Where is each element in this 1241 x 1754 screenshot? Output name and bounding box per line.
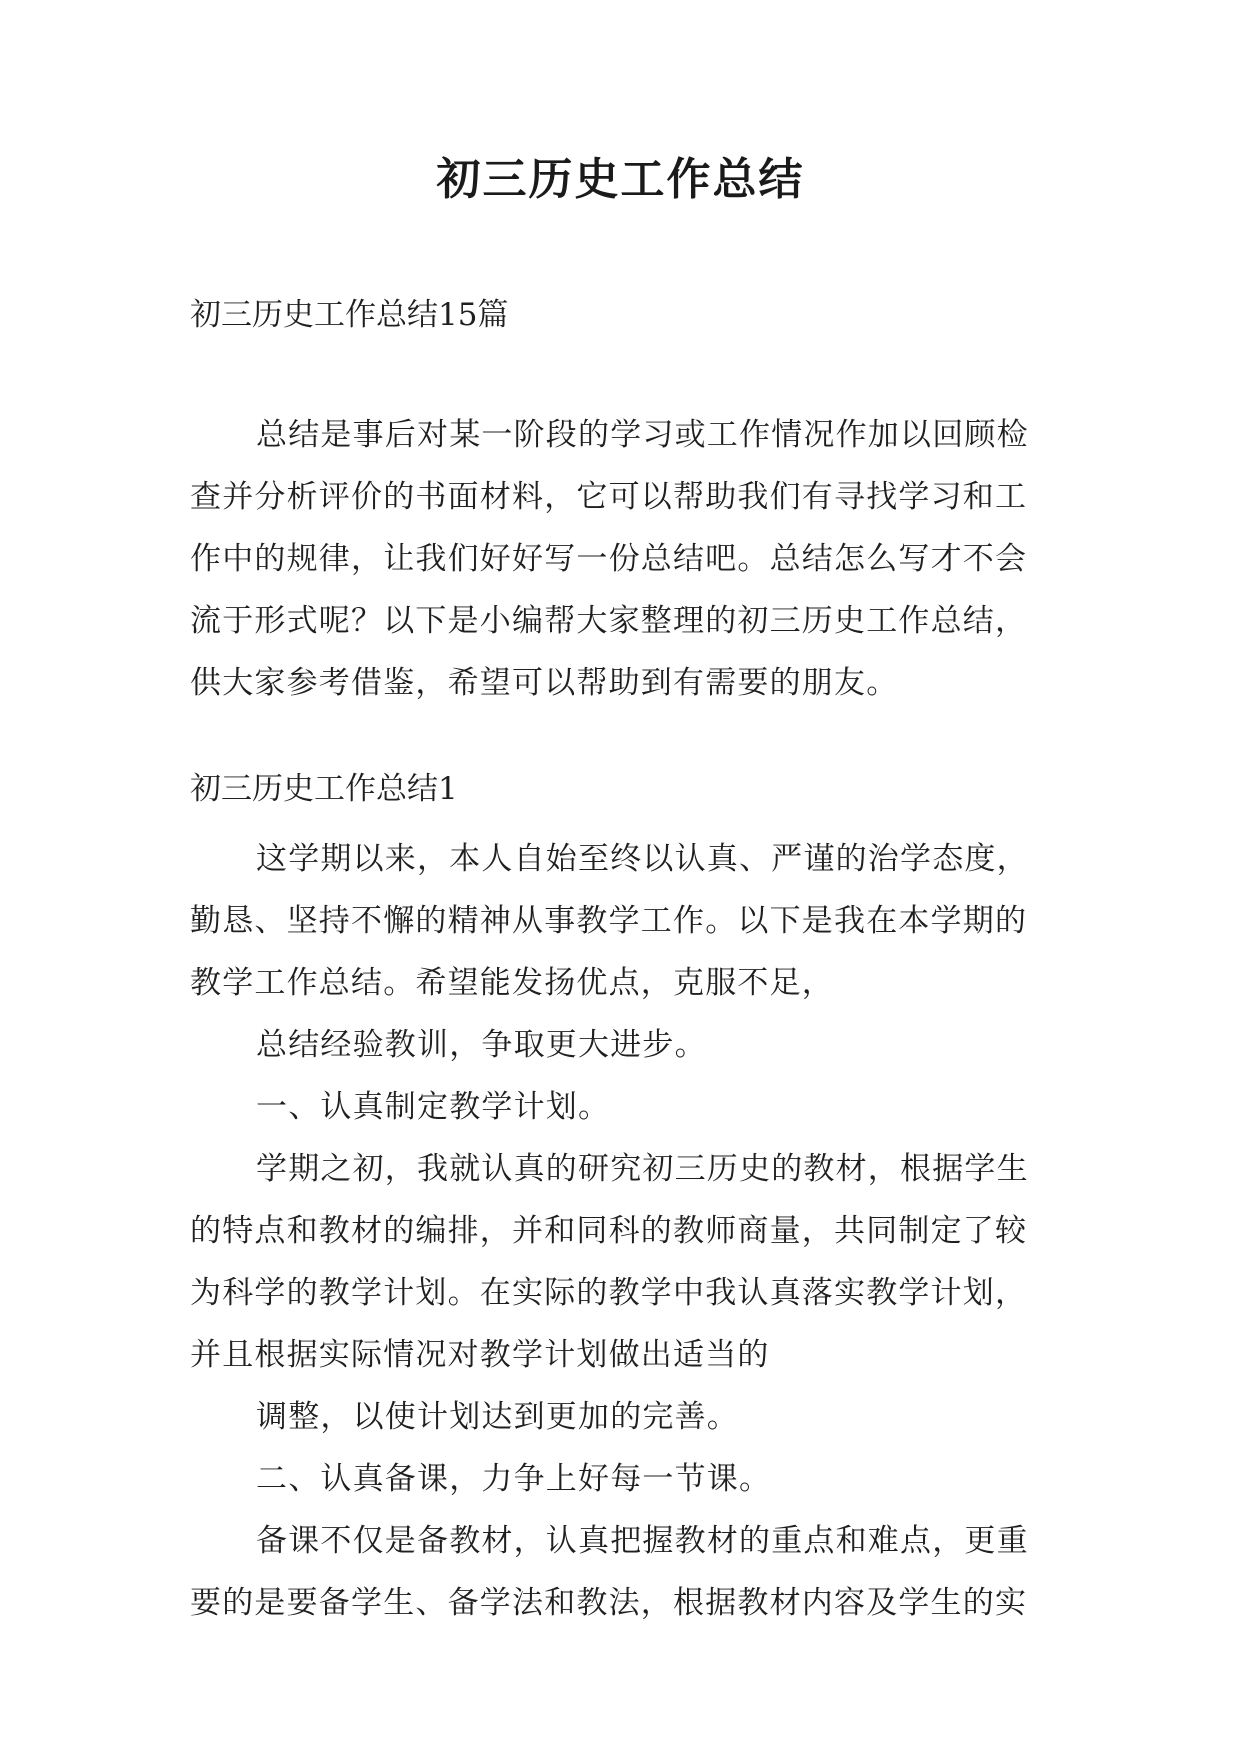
section-content	[190, 828, 1052, 1634]
intro-paragraph: 总结是事后对某一阶段的学习或工作情况作加以回顾检查并分析评价的书面材料，它可以帮助我们有寻找学习和工作中的规律，让我们好好写一份总结吧。总结怎么写才不会流于形式呢？以下是小编帮大家整理的初三历史工作总结，供大家参考借鉴，希望可以帮助到有需要的朋友。	[190, 417, 1029, 701]
paragraph: 二、认真备课，力争上好每一节课。	[256, 1461, 772, 1497]
paragraph: 备课不仅是备教材，认真把握教材的重点和难点，更重要的是要备学生、备学法和教法，根据教材内容及学生的实	[190, 1523, 1029, 1621]
paragraph: 一、认真制定教学计划。	[256, 1089, 611, 1125]
paragraph: 学期之初，我就认真的研究初三历史的教材，根据学生的特点和教材的编排，并和同科的教师商量，共同制定了较为科学的教学计划。在实际的教学中我认真落实教学计划，并且根据实际情况对教学计划做出适当的	[190, 1151, 1029, 1373]
document-title: 初三历史工作总结	[436, 154, 805, 205]
document-subtitle: 初三历史工作总结15篇	[190, 297, 509, 333]
paragraph: 这学期以来，本人自始至终以认真、严谨的治学态度，勤恳、坚持不懈的精神从事教学工作。以下是我在本学期的教学工作总结。希望能发扬优点，克服不足，	[190, 841, 1029, 1001]
paragraph: 总结经验教训，争取更大进步。	[256, 1027, 707, 1063]
paragraph: 调整，以使计划达到更加的完善。	[256, 1399, 739, 1435]
section-heading: 初三历史工作总结1	[190, 771, 458, 807]
